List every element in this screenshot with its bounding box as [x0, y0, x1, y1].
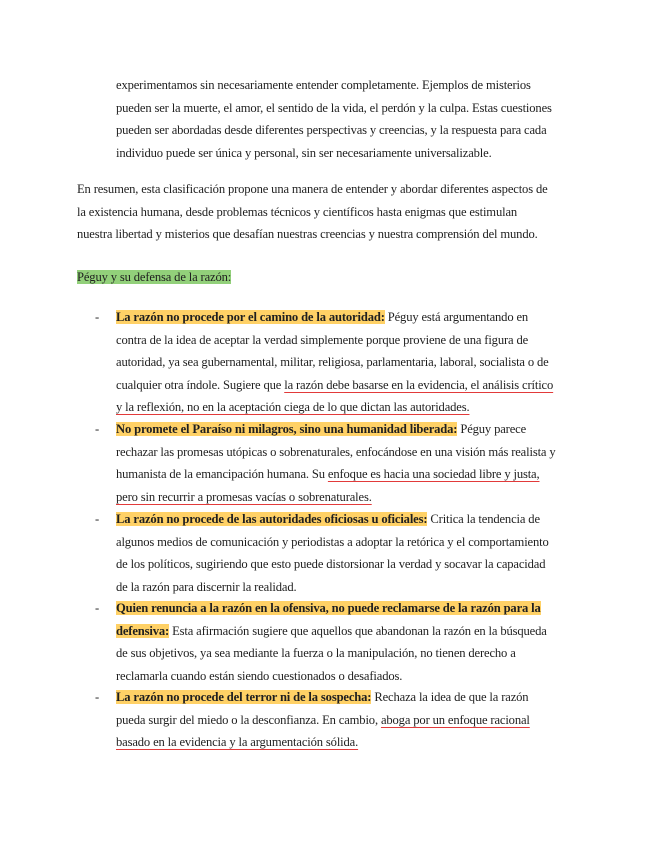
bullet-title: defensiva:	[116, 623, 170, 638]
bullet-text: autoridad, ya sea gubernamental, militar, religiosa, parlamentaria, laboral, socialista o de	[116, 355, 549, 370]
bullet-text: de sus objetivos, ya sea mediante la fuerza o la manipulación, no tienen derecho a	[116, 646, 516, 661]
bullet-dash: -	[95, 512, 100, 526]
bullet-text: Esta afirmación sugiere que aquellos que abandonan la razón en la búsqueda	[169, 623, 547, 638]
bullet-text: rechazar las promesas utópicas o sobrenaturales, enfocándose en una visión más realista y	[116, 444, 556, 459]
text-line: experimentamos sin necesariamente entender completamente. Ejemplos de misterios	[116, 78, 531, 92]
text-line: pueden ser la muerte, el amor, el sentido de la vida, el perdón y la culpa. Estas cuestiones	[116, 100, 552, 115]
bullet-title: La razón no procede del terror ni de la sospecha:	[116, 690, 372, 704]
bullet-text: cualquier otra índole. Sugiere que	[116, 377, 285, 392]
bullet-text: Péguy está argumentando en	[384, 310, 529, 324]
underlined-text: enfoque es hacia una sociedad libre y justa,	[327, 467, 540, 482]
underlined-text: aboga por un enfoque racional	[380, 712, 530, 727]
bullet-text: algunos medios de comunicación y periodistas a adoptar la retórica y el comportamiento	[116, 534, 549, 549]
section-heading	[77, 266, 231, 289]
underlined-text: la razón debe basarse en la evidencia, el análisis crítico	[284, 377, 554, 392]
underlined-text: y la reflexión, no en la aceptación ciega de lo que dictan las autoridades.	[116, 400, 470, 415]
summary-paragraph	[77, 178, 548, 246]
bullet-dash: -	[95, 422, 100, 436]
bullet-text: Péguy parece	[457, 422, 527, 436]
bullet-title: La razón no procede de las autoridades oficiosas u oficiales:	[116, 512, 428, 526]
bullet-title: No promete el Paraíso ni milagros, sino una humanidad liberada:	[116, 422, 458, 436]
text-line: En resumen, esta clasificación propone una manera de entender y abordar diferentes aspectos de	[77, 182, 548, 196]
underlined-text: basado en la evidencia y la argumentación sólida.	[116, 735, 359, 750]
heading-text: Péguy y su defensa de la razón:	[77, 270, 232, 284]
bullet-dash: -	[95, 310, 100, 324]
bullet-text: de la razón para discernir la realidad.	[116, 579, 297, 594]
bullet-text: Critica la tendencia de	[427, 512, 540, 526]
bullet-dash: -	[95, 601, 100, 615]
bullet-text: contra de la idea de aceptar la verdad simplemente porque proviene de una figura de	[116, 332, 529, 347]
bullet-title: Quien renuncia a la razón en la ofensiva, no puede reclamarse de la razón para la	[116, 601, 541, 615]
intro-paragraph	[116, 74, 552, 164]
bullet-text: reclamarla cuando están siendo cuestionados o desafiados.	[116, 668, 403, 683]
bullet-text: de los políticos, sugiriendo que esto puede distorsionar la verdad y socavar la capacidad	[116, 557, 546, 572]
bullet-text: pueda surgir del miedo o la desconfianza. En cambio,	[116, 712, 381, 727]
text-line: individuo puede ser única y personal, sin ser necesariamente universalizable.	[116, 145, 492, 160]
bullet-dash: -	[95, 690, 100, 704]
underlined-text: pero sin recurrir a promesas vacías o sobrenaturales.	[116, 489, 372, 504]
text-line: la existencia humana, desde problemas técnicos y científicos hasta enigmas que estimulan	[77, 204, 518, 219]
text-line: nuestra libertad y misterios que desafían nuestras creencias y nuestra comprensión del mundo.	[77, 227, 538, 242]
bullet-text: Rechaza la idea de que la razón	[371, 690, 529, 704]
bullet-text: humanista de la emancipación humana. Su	[116, 467, 328, 482]
text-line: pueden ser abordadas desde diferentes perspectivas y creencias, y la respuesta para cada	[116, 123, 547, 138]
bullet-title: La razón no procede por el camino de la autoridad:	[116, 310, 385, 324]
